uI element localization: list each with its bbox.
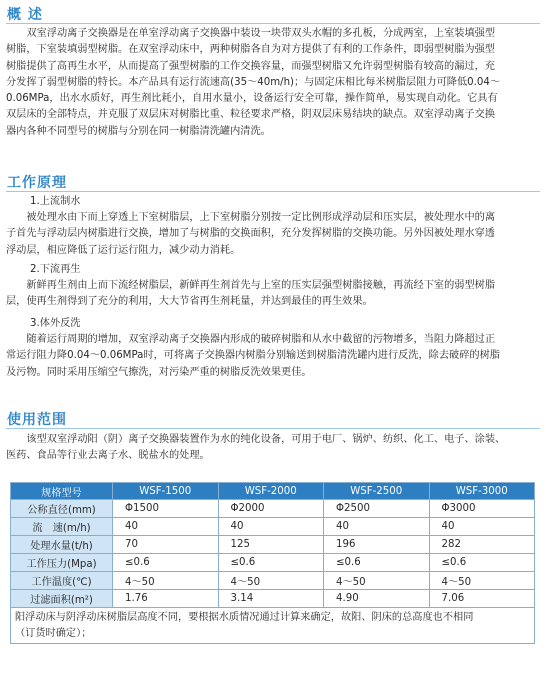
table-row bbox=[11, 536, 535, 554]
table-note-row bbox=[11, 608, 535, 644]
table-cell: 40 bbox=[218, 518, 324, 536]
usage-divider bbox=[6, 428, 540, 429]
table-cell: Φ3000 bbox=[429, 500, 535, 518]
table-cell: Φ2000 bbox=[218, 500, 324, 518]
overview-line: 器内各种不同型号的树脂与分别在同一树脂清洗罐内清洗。 bbox=[6, 125, 271, 137]
table-cell: 4.90 bbox=[324, 590, 430, 608]
spec-table bbox=[10, 482, 535, 644]
table-cell: 70 bbox=[113, 536, 219, 554]
table-cell: 4～50 bbox=[113, 572, 219, 590]
principle-title: 工作原理 bbox=[7, 175, 67, 191]
table-cell: 125 bbox=[218, 536, 324, 554]
table-cell: 40 bbox=[429, 518, 535, 536]
table-row bbox=[11, 572, 535, 590]
overview-paragraph bbox=[6, 26, 538, 140]
row-label: 处理水量(t/h) bbox=[11, 536, 113, 554]
table-cell: 4～50 bbox=[218, 572, 324, 590]
table-cell: 4～50 bbox=[324, 572, 430, 590]
table-note: 阳浮动床与阴浮动床树脂层高度不同，要根据水质情况通过计算来确定，故阳、阴床的总高度也不相同 （订货时确定）； bbox=[11, 608, 535, 644]
table-cell: 3.14 bbox=[218, 590, 324, 608]
table-header-row bbox=[11, 483, 535, 500]
row-label: 流 速(m/h) bbox=[11, 518, 113, 536]
overview-line: 分发挥了弱型树脂的特长。本产品具有运行流速高(35～40m/h)；与固定床相比每米树脂层阻力可降低0.04～ bbox=[6, 76, 501, 88]
principle-heading: 1.上流制水 bbox=[30, 196, 81, 207]
table-cell: ≤0.6 bbox=[113, 554, 219, 572]
table-cell: 4～50 bbox=[429, 572, 535, 590]
overview-line: 树脂提供了高再生水平，从而提高了强型树脂的工作交换容量，而强型树脂又允许弱型树脂有较高的漏过，充 bbox=[6, 60, 495, 72]
usage-title: 使用范围 bbox=[7, 412, 67, 428]
overview-divider bbox=[6, 23, 540, 24]
table-cell: 40 bbox=[324, 518, 430, 536]
table-cell: 282 bbox=[429, 536, 535, 554]
table-cell: Φ1500 bbox=[113, 500, 219, 518]
overview-line: 双室浮动离子交换器是在单室浮动离子交换器中装设一块带双头水帽的多孔板，分成两室，上室装填强型 bbox=[26, 28, 496, 39]
table-cell: 40 bbox=[113, 518, 219, 536]
table-row bbox=[11, 518, 535, 536]
principle-heading: 2.下流再生 bbox=[30, 264, 81, 275]
principle-paragraph: 新鲜再生剂由上而下流经树脂层，新鲜再生剂首先与上室的压实层强型树脂接触，再流经下室的弱型树脂 层，使再生剂得到了充分的利用，大大节省再生剂耗量，并达到最佳的再生效果。 bbox=[6, 280, 496, 308]
table-row bbox=[11, 554, 535, 572]
principle-divider bbox=[6, 191, 540, 192]
table-header-cell: 规格型号 bbox=[11, 483, 113, 500]
row-label: 工作压力(Mpa) bbox=[11, 554, 113, 572]
table-cell: Φ2500 bbox=[324, 500, 430, 518]
usage-paragraph: 该型双室浮动阳（阴）离子交换器装置作为水的纯化设备，可用于电厂、锅炉、纺织、化工、电子、涂装、 医药、食品等行业去离子水、脱盐水的处理。 bbox=[6, 434, 506, 462]
row-label: 公称直径(mm) bbox=[11, 500, 113, 518]
table-cell: 7.06 bbox=[429, 590, 535, 608]
table-header-cell: WSF-2500 bbox=[324, 483, 430, 500]
table-header-cell: WSF-3000 bbox=[429, 483, 535, 500]
table-header-cell: WSF-1500 bbox=[113, 483, 219, 500]
row-label: 过滤面积(m²) bbox=[11, 590, 113, 608]
table-header-cell: WSF-2000 bbox=[218, 483, 324, 500]
overview-line: 0.06MPa，出水水质好，再生剂比耗小，自用水量小，设备运行安全可靠，操作简单，易实现自动化。它具有 bbox=[6, 93, 498, 105]
table-row bbox=[11, 590, 535, 608]
table-cell: 196 bbox=[324, 536, 430, 554]
principle-paragraph: 随着运行周期的增加，双室浮动离子交换器内形成的破碎树脂和从水中截留的污物增多，当阻力降超过正 常运行阻力降0.04～0.06MPa时，可将离子交换器内树脂分别输送到树脂清洗罐内进行反洗，除去破碎的树脂 及污物。同时采用压缩空气擦洗，对污染严重的树脂反洗效果更佳。 bbox=[6, 334, 500, 378]
overview-line: 树脂，下室装填弱型树脂。在双室浮动床中，两种树脂各自为对方提供了有利的工作条件，即弱型树脂为强型 bbox=[6, 44, 495, 56]
table-row bbox=[11, 500, 535, 518]
overview-line: 双层床的全部特点，并克服了双层床对树脂比重、粒径要求严格，阴双层床易结块的缺点。双室浮动离子交换 bbox=[6, 109, 495, 121]
row-label: 工作温度(℃) bbox=[11, 572, 113, 590]
principle-heading: 3.体外反洗 bbox=[30, 318, 81, 329]
table-cell: ≤0.6 bbox=[429, 554, 535, 572]
overview-title: 概 述 bbox=[7, 7, 43, 23]
table-cell: ≤0.6 bbox=[324, 554, 430, 572]
principle-paragraph: 被处理水由下而上穿透上下室树脂层，上下室树脂分别按一定比例形成浮动层和压实层，被处理水中的离 子首先与浮动层内树脂进行交换，增加了与树脂的交换面积，充分发挥树脂的交换功能。另外因被处理水穿透 浮动层，相应降低了运行运行阻力，减少动力消耗。 bbox=[6, 212, 496, 256]
table-cell: 1.76 bbox=[113, 590, 219, 608]
table-cell: ≤0.6 bbox=[218, 554, 324, 572]
